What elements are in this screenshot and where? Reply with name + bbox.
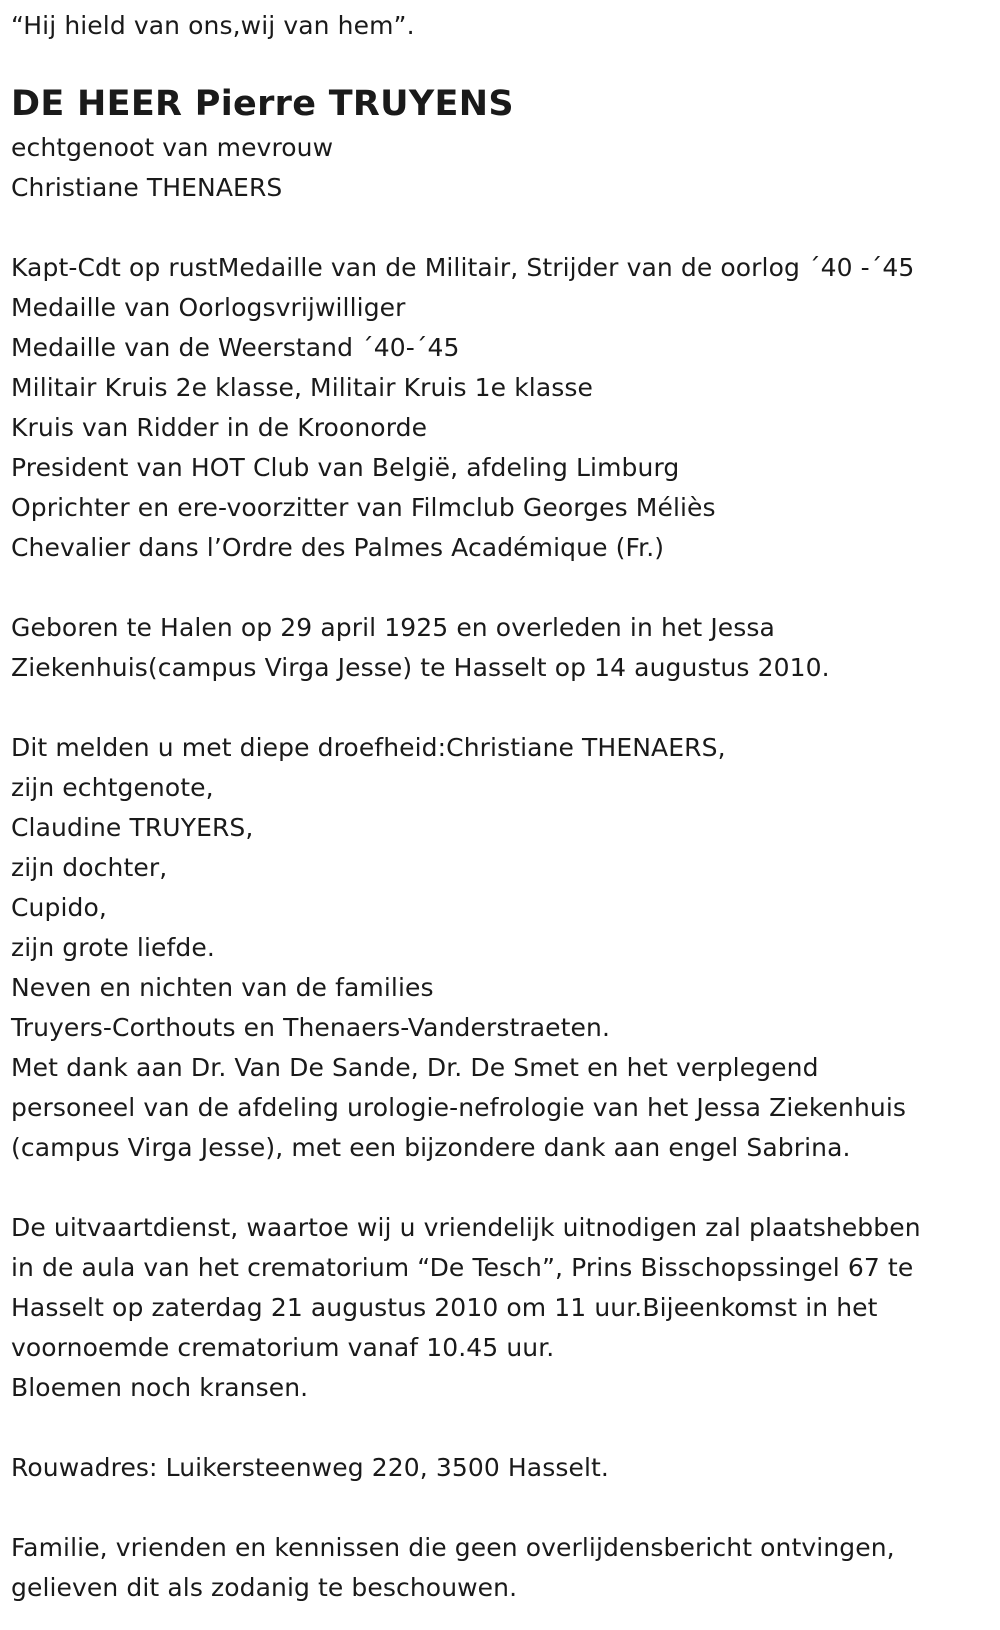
honors-section [11,248,921,568]
memorial-quote: “Hij hield van ons,wij van hem”. [11,11,415,40]
paragraph-gap [11,208,921,248]
honor-line: Kruis van Ridder in de Kroonorde [11,413,428,442]
spouse-line: Christiane THENAERS [11,173,283,202]
mourner-line: Met dank aan Dr. Van De Sande, Dr. De Smet en het verplegend [11,1053,819,1082]
paragraph-gap [11,1168,921,1208]
mourner-line: Dit melden u met diepe droefheid:Christiane THENAERS, [11,733,726,762]
mourner-line: Truyers-Corthouts en Thenaers-Vanderstraeten. [11,1013,611,1042]
paragraph-gap [11,1408,921,1448]
birth-death-line: Ziekenhuis(campus Virga Jesse) te Hasselt op 14 augustus 2010. [11,653,830,682]
paragraph-gap [11,688,921,728]
service-line: in de aula van het crematorium “De Tesch”, Prins Bisschopssingel 67 te [11,1253,914,1282]
mourners-section [11,728,921,1168]
mourner-line: personeel van de afdeling urologie-nefrologie van het Jessa Ziekenhuis [11,1093,907,1122]
mourner-line: (campus Virga Jesse), met een bijzondere dank aan engel Sabrina. [11,1133,851,1162]
service-line: voornoemde crematorium vanaf 10.45 uur. [11,1333,555,1362]
service-line: Bloemen noch kransen. [11,1373,309,1402]
honor-line: Kapt-Cdt op rustMedaille van de Militair, Strijder van de oorlog ´40 -´45 [11,253,915,282]
service-line: De uitvaartdienst, waartoe wij u vriendelijk uitnodigen zal plaatshebben [11,1213,921,1242]
spouse-section [11,128,921,208]
closing-line: gelieven dit als zodanig te beschouwen. [11,1573,518,1602]
deceased-name-title: DE HEER Pierre TRUYENS [11,84,514,124]
service-line: Hasselt op zaterdag 21 augustus 2010 om 11 uur.Bijeenkomst in het [11,1293,878,1322]
mourner-line: zijn echtgenote, [11,773,214,802]
honor-line: Medaille van de Weerstand ´40-´45 [11,333,460,362]
honor-line: Oprichter en ere-voorzitter van Filmclub Georges Méliès [11,493,716,522]
paragraph-gap [11,568,921,608]
closing-section [11,1528,921,1608]
mourner-line: Neven en nichten van de families [11,973,434,1002]
honor-line: Chevalier dans l’Ordre des Palmes Académique (Fr.) [11,533,665,562]
mourner-line: zijn grote liefde. [11,933,215,962]
service-section [11,1208,921,1408]
mourner-line: zijn dochter, [11,853,168,882]
honor-line: President van HOT Club van België, afdeling Limburg [11,453,680,482]
honor-line: Militair Kruis 2e klasse, Militair Kruis 1e klasse [11,373,593,402]
mourner-line: Cupido, [11,893,107,922]
birth-death-line: Geboren te Halen op 29 april 1925 en overleden in het Jessa [11,613,775,642]
birth-death-section [11,608,921,688]
obituary-body [11,128,921,1608]
spouse-line: echtgenoot van mevrouw [11,133,334,162]
closing-line: Familie, vrienden en kennissen die geen overlijdensbericht ontvingen, [11,1533,895,1562]
honor-line: Medaille van Oorlogsvrijwilliger [11,293,406,322]
paragraph-gap [11,1488,921,1528]
mourner-line: Claudine TRUYERS, [11,813,254,842]
mourning-address: Rouwadres: Luikersteenweg 220, 3500 Hasselt. [11,1453,609,1482]
